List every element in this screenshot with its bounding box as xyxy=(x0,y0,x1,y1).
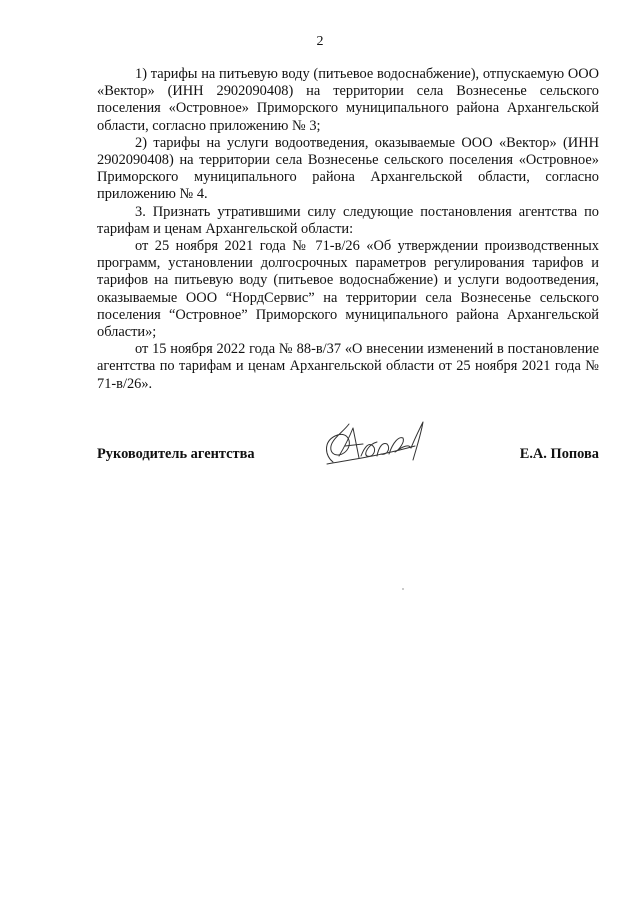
paragraph-tariff-water: 1) тарифы на питьевую воду (питьевое водоснабжение), отпускаемую ООО «Вектор» (ИНН 2902090408) на территории села Вознесенье сельского поселения «Островное» Приморского муниципального района Архангельской области, согласно приложению № 3; xyxy=(97,66,599,134)
paragraph-repeal-resolution-88: от 15 ноября 2022 года № 88-в/37 «О внесении изменений в постановление агентства по тарифам и ценам Архангельской области от 25 ноября 2021 года № 71-в/26». xyxy=(97,341,599,392)
page-number: 2 xyxy=(316,34,324,49)
signature-block xyxy=(97,438,599,478)
scan-speck xyxy=(402,588,404,590)
paragraph-repeal-intro: 3. Признать утратившими силу следующие постановления агентства по тарифам и ценам Архангельской области: xyxy=(97,203,599,237)
paragraph-tariff-wastewater: 2) тарифы на услуги водоотведения, оказываемые ООО «Вектор» (ИНН 2902090408) на территории села Вознесенье сельского поселения «Островное» Приморского муниципального района Архангельской области, согласно приложению № 4. xyxy=(97,134,599,203)
document-body xyxy=(97,66,599,393)
signer-name: Е.А. Попова xyxy=(519,446,599,462)
signer-position: Руководитель агентства xyxy=(97,446,255,462)
paragraph-repeal-resolution-71: от 25 ноября 2021 года № 71-в/26 «Об утверждении производственных программ, установлении долгосрочных параметров регулирования тарифов и тарифов на питьевую воду (питьевое водоснабжение) и услуги водоотведения, оказываемые ООО “НордСервис” на территории села Вознесенье сельского поселения “Островное” Приморского муниципального района Архангельской области»; xyxy=(97,238,599,341)
handwritten-signature xyxy=(319,416,429,470)
